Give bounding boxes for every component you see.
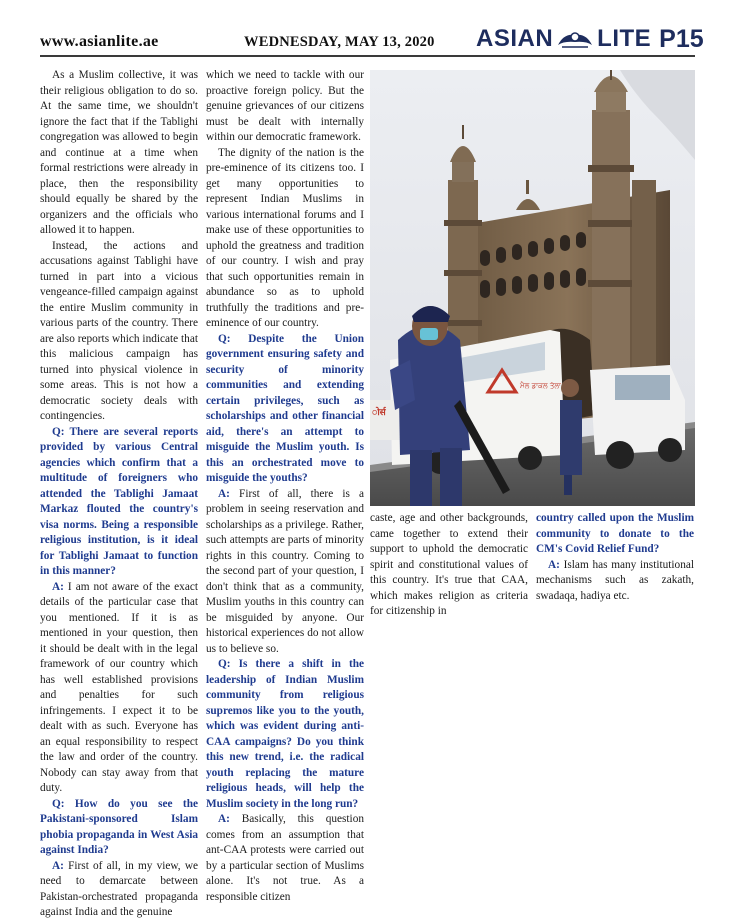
answer-text: First of all, there is a problem in seeing reservation and scholarships as a privilege. Rather, such attempts are parts of minority rights in this country. Coming to the second part of your question, I don't think that as a community, Muslim youths in this country can be misguided by anyone. Our historical experiences do not allow us to believe so.	[206, 487, 364, 655]
answer-label: A:	[218, 487, 230, 500]
page-header	[0, 0, 733, 58]
paragraph: which we need to tackle with our proactive foreign policy. But the genuine grievances of our citizens must be dealt with internally within our democratic framework.	[206, 69, 364, 143]
answer	[536, 558, 694, 605]
paragraph: The dignity of the nation is the pre-eminence of its citizens too. I get many opportunities to represent Indian Muslims in various international forums and I make use of these opportunities to uphold the greatness and tradition of our country. I wish and pray that such opportunities remain in abundance so as to uphold truthfully the traditions and pre-eminence of our country.	[206, 146, 364, 329]
question: country called upon the Muslim community to donate to the CM's Covid Relief Fund?	[536, 512, 694, 555]
photo-image	[370, 70, 695, 506]
brand-right: LITE	[597, 25, 652, 52]
answer-label: A:	[52, 580, 64, 593]
charminar-photo	[370, 70, 695, 506]
article-column-3a	[370, 511, 528, 620]
question: Q: There are several reports provided by various Central agencies which confirm that a multitude of foreigners who attended the Tablighi Jamaat Markaz flouted the country's visa norms. Being a responsible religious institution, is it ideal for Tablighi Jamaat to function in this manner?	[40, 425, 198, 577]
answer-text: I am not aware of the exact details of the particular case that you mentioned. If it is as mentioned in your question, then it should be dealt with in the legal framework of our country which has well established provisions and penalties for such infringements. I expect it to be dealt with as such. Everyone has an equal responsibility to respect the law and order of the country. Nobody can stay away from that duty.	[40, 580, 198, 794]
paragraph: Instead, the actions and accusations against Tablighi have turned in part into a vicious vengeance-filled campaign against the entire Muslim community in various parts of the country. There are also reports which indicate that this malicious campaign has turned into physical violence in some areas. This is not how a democratic society deals with contingencies.	[40, 239, 198, 422]
answer-text: Basically, this question comes from an assumption that ant-CAA protests were carried out by a particular section of Muslims alone. It's not true. As a responsible citizen	[206, 813, 364, 903]
site-url[interactable]: www.asianlite.ae	[40, 33, 159, 50]
paragraph: caste, age and other backgrounds, came together to extend their support to uphold the democratic spirit and constitutional values of this country. It's true that CAA, which makes religion as criteria for citizenship in	[370, 512, 528, 617]
article-column-3b	[536, 511, 694, 604]
answer-text: Islam has many institutional mechanisms such as zakath, swadaqa, hadiya etc.	[536, 558, 694, 602]
brand-left: ASIAN	[476, 25, 554, 52]
article-column-1	[40, 68, 198, 921]
question: Q: Is there a shift in the leadership of Indian Muslim community from religious supremos like you to the youth, which was evident during anti-CAA campaigns? Do you think this new trend, i.e. the radical youth replacing the mature religious heads, will help the Muslim society in the long run?	[206, 658, 364, 810]
masthead-logo	[476, 24, 704, 54]
issue-date: WEDNESDAY, MAY 13, 2020	[244, 34, 435, 50]
answer-label: A:	[52, 859, 64, 872]
answer	[40, 859, 198, 921]
lion-emblem-icon	[556, 27, 594, 51]
page-digits: 15	[675, 24, 704, 53]
page-letter: P	[659, 24, 676, 53]
header-rule	[40, 55, 695, 57]
answer	[40, 580, 198, 797]
van-text: ਮੈਲ ਡਾਕਲ ਤੇਲਾ	[520, 382, 562, 390]
answer-label: A:	[548, 558, 560, 571]
question: Q: How do you see the Pakistani-sponsored Islam phobia propaganda in West Asia against India?	[40, 797, 198, 856]
answer	[206, 487, 364, 658]
page-number	[659, 25, 704, 54]
van-badge-text: ोर्स	[372, 408, 386, 418]
paragraph: As a Muslim collective, it was their religious obligation to do so. At the same time, we shouldn't ignore the fact that if the Tablighi congregation was allowed to begin and continue at a time when formal restrictions were already in place, then the responsibility should equally be shared by the organizers and the officials who allowed it to happen.	[40, 69, 198, 236]
article-column-2	[206, 68, 364, 905]
answer	[206, 812, 364, 905]
answer-text: First of all, in my view, we need to demarcate between Pakistan-orchestrated propaganda against India and the genuine	[40, 859, 198, 918]
answer-label: A:	[218, 813, 230, 825]
question: Q: Despite the Union government ensuring safety and security of minority communities and extending certain privileges, such as scholarships and other financial aid, there's an attempt to misguide the Muslim youth. Is this an orchestrated move to misguide the youths?	[206, 332, 364, 484]
